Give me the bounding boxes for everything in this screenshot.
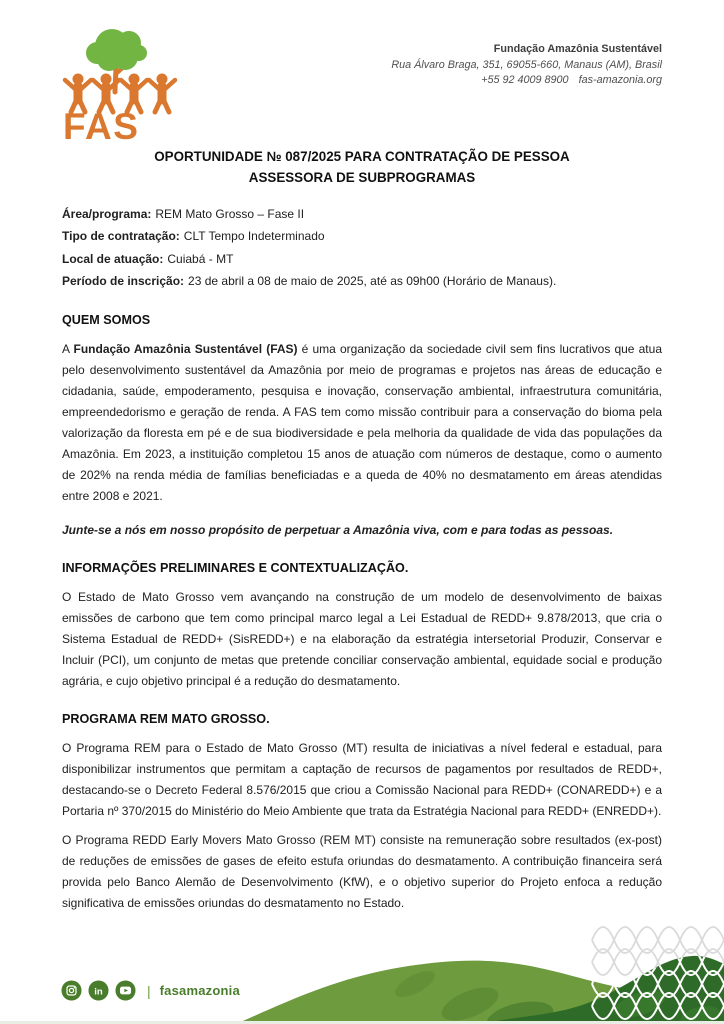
detail-row-contract: Tipo de contratação: CLT Tempo Indeterminado <box>62 229 325 244</box>
fas-logo <box>62 26 182 142</box>
section-heading-programa: PROGRAMA REM MATO GROSSO. <box>62 711 270 726</box>
section-heading-informacoes: INFORMAÇÕES PRELIMINARES E CONTEXTUALIZAÇÃO. <box>62 560 409 575</box>
separator: | <box>147 982 151 999</box>
detail-row-period: Período de inscrição: 23 de abril a 08 de maio de 2025, até as 09h00 (Horário de Manaus). <box>62 274 557 289</box>
org-contact-block <box>391 42 662 89</box>
linkedin-icon[interactable] <box>88 980 109 1001</box>
youtube-icon[interactable] <box>115 980 136 1001</box>
paragraph-programa-2: O Programa REDD Early Movers Mato Grosso (REM MT) consiste na remuneração sobre resultados (ex-post) de reduções de emissões de gases de efeito estufa oriundas do desmatamento. A contribuição financeira será provida pelo Banco Alemão de Desenvolvimento (KfW), e o objetivo superior do Projeto enfoca a redução significativa de emissões oriundas do desmatamento no Estado. <box>62 832 662 910</box>
instagram-icon[interactable] <box>61 980 82 1001</box>
document-body <box>0 203 724 914</box>
org-name: Fundação Amazônia Sustentável <box>493 43 662 55</box>
social-links <box>61 980 240 1001</box>
org-phone: +55 92 4009 8900 <box>481 74 569 86</box>
document-title-line1: OPORTUNIDADE № 087/2025 PARA CONTRATAÇÃO DE PESSOA <box>154 149 570 164</box>
page-header <box>0 0 724 142</box>
social-handle: fasamazonia <box>159 983 240 998</box>
org-address: Rua Álvaro Braga, 351, 69055-660, Manaus (AM), Brasil <box>391 58 662 71</box>
footer-hills-graphic <box>0 924 724 1024</box>
document-title <box>0 146 724 188</box>
section-heading-quem-somos: QUEM SOMOS <box>62 312 151 327</box>
org-name-inline: Fundação Amazônia Sustentável (FAS) <box>73 341 298 356</box>
tagline: Junte-se a nós em nosso propósito de perpetuar a Amazônia viva, com e para todas as pessoas. <box>62 522 614 537</box>
paragraph-quem-somos: A Fundação Amazônia Sustentável (FAS) é uma organização da sociedade civil sem fins lucrativos que atua pelo desenvolvimento sustentável da Amazônia por meio de programas e projetos nas áreas de educação e cidadania, saúde, empoderamento, pesquisa e inovação, conservação ambiental, infraestrutura comunitária, empreendedorismo e geração de renda. A FAS tem como missão contribuir para a conservação do bioma pela valorização da floresta em pé e de sua biodiversidade e pela melhoria da qualidade de vida das populações da Amazônia. Em 2023, a instituição completou 15 anos de atuação com números de destaque, como o aumento de 202% na renda média de famílias beneficiadas e a queda de 40% no desmatamento em áreas atendidas entre 2008 e 2021. <box>62 341 662 503</box>
tree-canopy-icon <box>86 29 147 71</box>
svg-text:in: in <box>94 986 103 998</box>
detail-row-area: Área/programa: REM Mato Grosso – Fase II <box>62 207 305 221</box>
detail-row-location: Local de atuação: Cuiabá - MT <box>62 251 234 266</box>
org-website-link[interactable]: fas-amazonia.org <box>578 74 662 86</box>
paragraph-informacoes: O Estado de Mato Grosso vem avançando na construção de um modelo de desenvolvimento de baixas emissões de carbono que tem como principal marco legal a Lei Estadual de REDD+ 9.878/2013, que cria o Sistema Estadual de REDD+ (SisREDD+) e na elaboração da estratégia intersetorial Produzir, Conservar e Incluir (PCI), um conjunto de metas que pretende conciliar conservação ambiental, equidade social e produção agrária, e cujo objetivo principal é a redução do desmatamento. <box>62 589 662 688</box>
vacancy-details <box>62 203 662 293</box>
paragraph-programa-1: O Programa REM para o Estado de Mato Grosso (MT) resulta de iniciativas a nível federal e estadual, para disponibilizar instrumentos que permitam a captação de recursos de pagamentos por resultados de REDD+, destacando-se o Decreto Federal 8.576/2015 que criou a Comissão Nacional para REDD+ (CONAREDD+) e a Portaria nº 370/2015 do Ministério do Meio Ambiente que trata da Estratégia Nacional para REDD+ (ENREDD+). <box>62 740 662 818</box>
document-title-line2: ASSESSORA DE SUBPROGRAMAS <box>248 170 476 185</box>
logo-wordmark: FAS <box>63 106 140 142</box>
